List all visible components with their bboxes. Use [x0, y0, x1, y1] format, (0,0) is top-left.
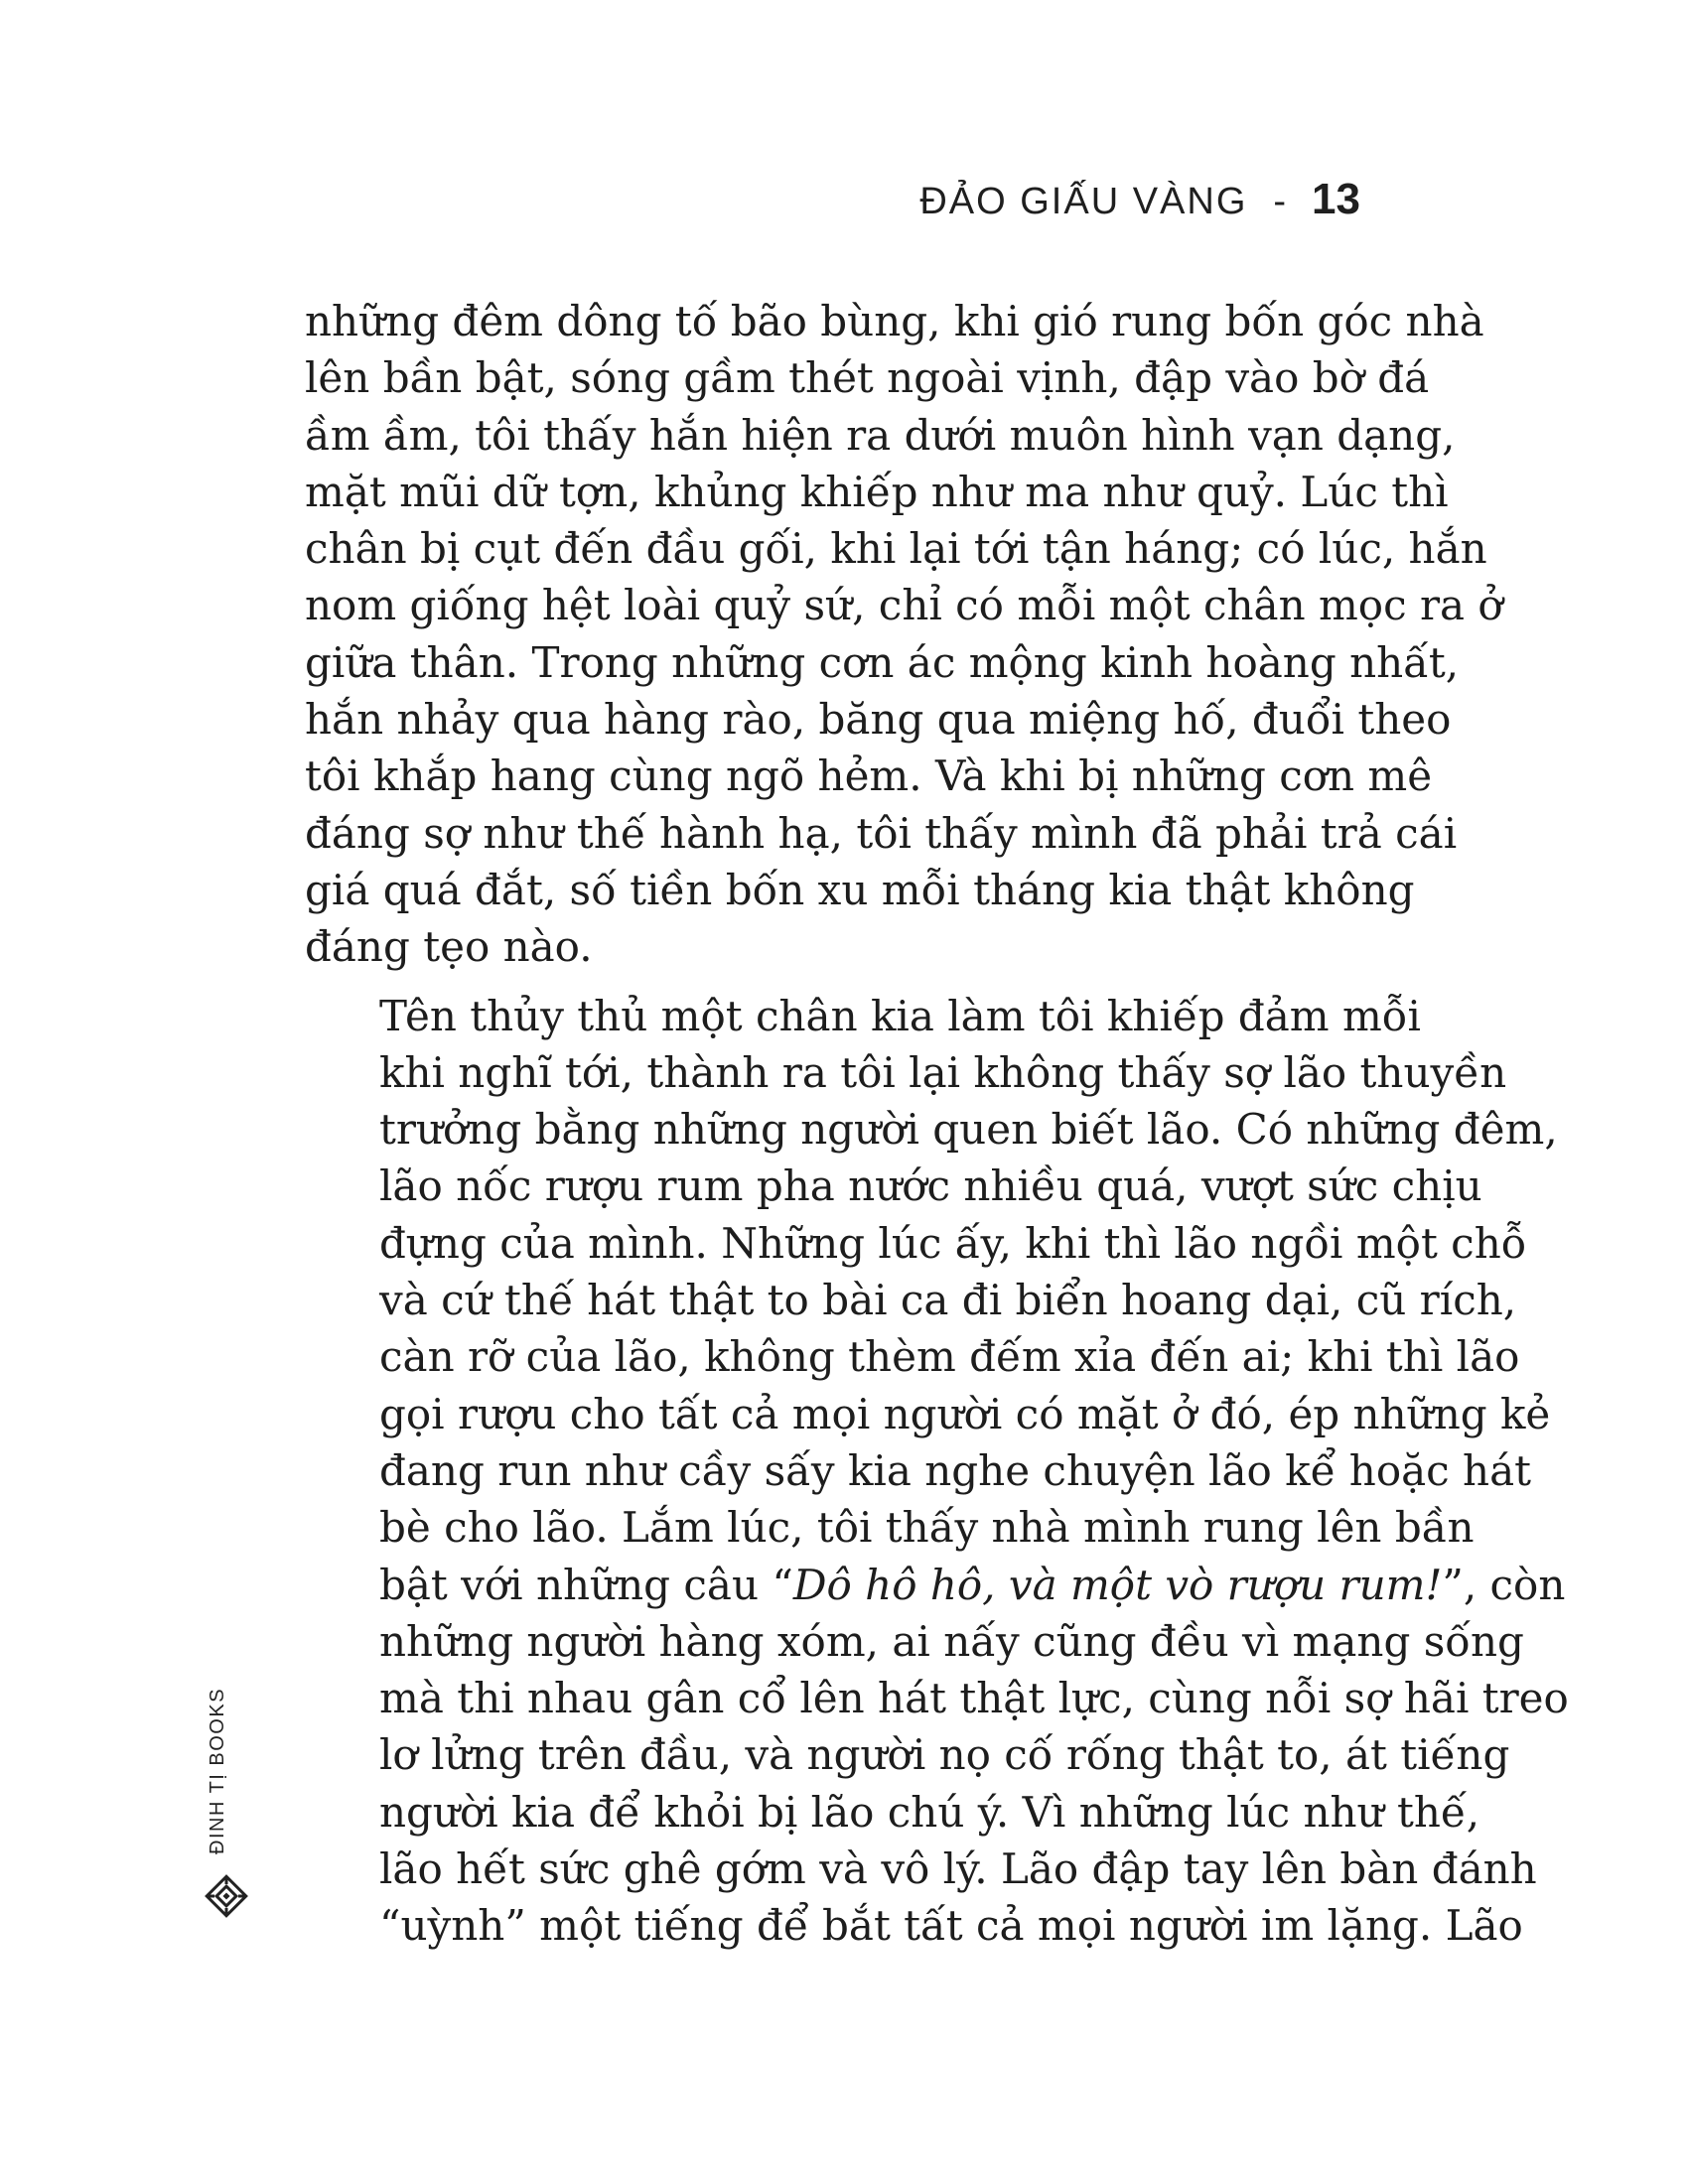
paragraph-2	[305, 988, 1569, 1955]
text-line: mà thi nhau gân cổ lên hát thật lực, cùng nỗi sợ hãi treo	[379, 1674, 1569, 1723]
text-line: đựng của mình. Những lúc ấy, khi thì lão ngồi một chỗ	[379, 1218, 1527, 1268]
text-line: khi nghĩ tới, thành ra tôi lại không thấy sợ lão thuyền	[379, 1047, 1507, 1097]
text-line: những đêm dông tố bão bùng, khi gió rung bốn góc nhà	[305, 297, 1484, 345]
publisher-name: ĐINH TỊ BOOKS	[207, 1687, 228, 1854]
text-line: giữa thân. Trong những cơn ác mộng kinh hoàng nhất,	[305, 637, 1460, 687]
body-text	[305, 293, 1569, 1955]
text-line: nom giống hệt loài quỷ sứ, chỉ có mỗi một chân mọc ra ở	[305, 581, 1503, 630]
quote-line-after: ”, còn	[1442, 1560, 1566, 1609]
text-line: đáng tẹo nào.	[305, 922, 593, 972]
text-line: và cứ thế hát thật to bài ca đi biển hoang dại, cũ rích,	[379, 1276, 1517, 1325]
text-line: đáng sợ như thế hành hạ, tôi thấy mình đã phải trả cái	[305, 808, 1458, 858]
text-line: gọi rượu cho tất cả mọi người có mặt ở đó, ép những kẻ	[379, 1389, 1551, 1438]
running-title: ĐẢO GIẤU VÀNG	[919, 181, 1248, 222]
paragraph-1	[305, 293, 1503, 976]
page-number: 13	[1312, 175, 1360, 223]
text-line: mặt mũi dữ tợn, khủng khiếp như ma như quỷ. Lúc thì	[305, 467, 1449, 516]
text-line: bè cho lão. Lắm lúc, tôi thấy nhà mình rung lên bần	[379, 1503, 1475, 1553]
text-line: lên bần bật, sóng gầm thét ngoài vịnh, đập vào bờ đá	[305, 353, 1430, 403]
text-line: những người hàng xóm, ai nấy cũng đều vì mạng sống	[379, 1616, 1524, 1666]
text-line: ầm ầm, tôi thấy hắn hiện ra dưới muôn hình vạn dạng,	[305, 410, 1456, 460]
text-line: hắn nhảy qua hàng rào, băng qua miệng hố, đuổi theo	[305, 695, 1452, 745]
text-line: đang run như cầy sấy kia nghe chuyện lão kể hoặc hát	[379, 1445, 1531, 1495]
text-line: “uỳnh” một tiếng để bắt tất cả mọi người im lặng. Lão	[379, 1901, 1523, 1951]
dinhti-books-logo-icon	[203, 1872, 250, 1920]
header-separator: -	[1273, 181, 1287, 222]
publisher-mark	[199, 1687, 258, 1956]
text-line: lão nốc rượu rum pha nước nhiều quá, vượt sức chịu	[379, 1161, 1482, 1211]
text-line: lão hết sức ghê gớm và vô lý. Lão đập tay lên bàn đánh	[379, 1844, 1537, 1894]
text-line: trưởng bằng những người quen biết lão. Có những đêm,	[379, 1105, 1558, 1155]
running-header	[919, 175, 1360, 224]
text-line-with-quote	[305, 1557, 1566, 1613]
text-line: giá quá đắt, số tiền bốn xu mỗi tháng kia thật không	[305, 865, 1415, 914]
quote-line-before: bật với những câu “	[379, 1560, 793, 1609]
text-line: Tên thủy thủ một chân kia làm tôi khiếp đảm mỗi	[379, 991, 1421, 1040]
text-line: tôi khắp hang cùng ngõ hẻm. Và khi bị những cơn mê	[305, 751, 1433, 801]
text-line: người kia để khỏi bị lão chú ý. Vì những lúc như thế,	[379, 1787, 1480, 1837]
text-line: càn rỡ của lão, không thèm đếm xỉa đến ai; khi thì lão	[379, 1332, 1520, 1382]
text-line: lơ lửng trên đầu, và người nọ cố rống thật to, át tiếng	[379, 1730, 1510, 1780]
song-quote: Dô hô hô, và một vò rượu rum!	[792, 1560, 1443, 1609]
text-line: chân bị cụt đến đầu gối, khi lại tới tận háng; có lúc, hắn	[305, 524, 1487, 574]
